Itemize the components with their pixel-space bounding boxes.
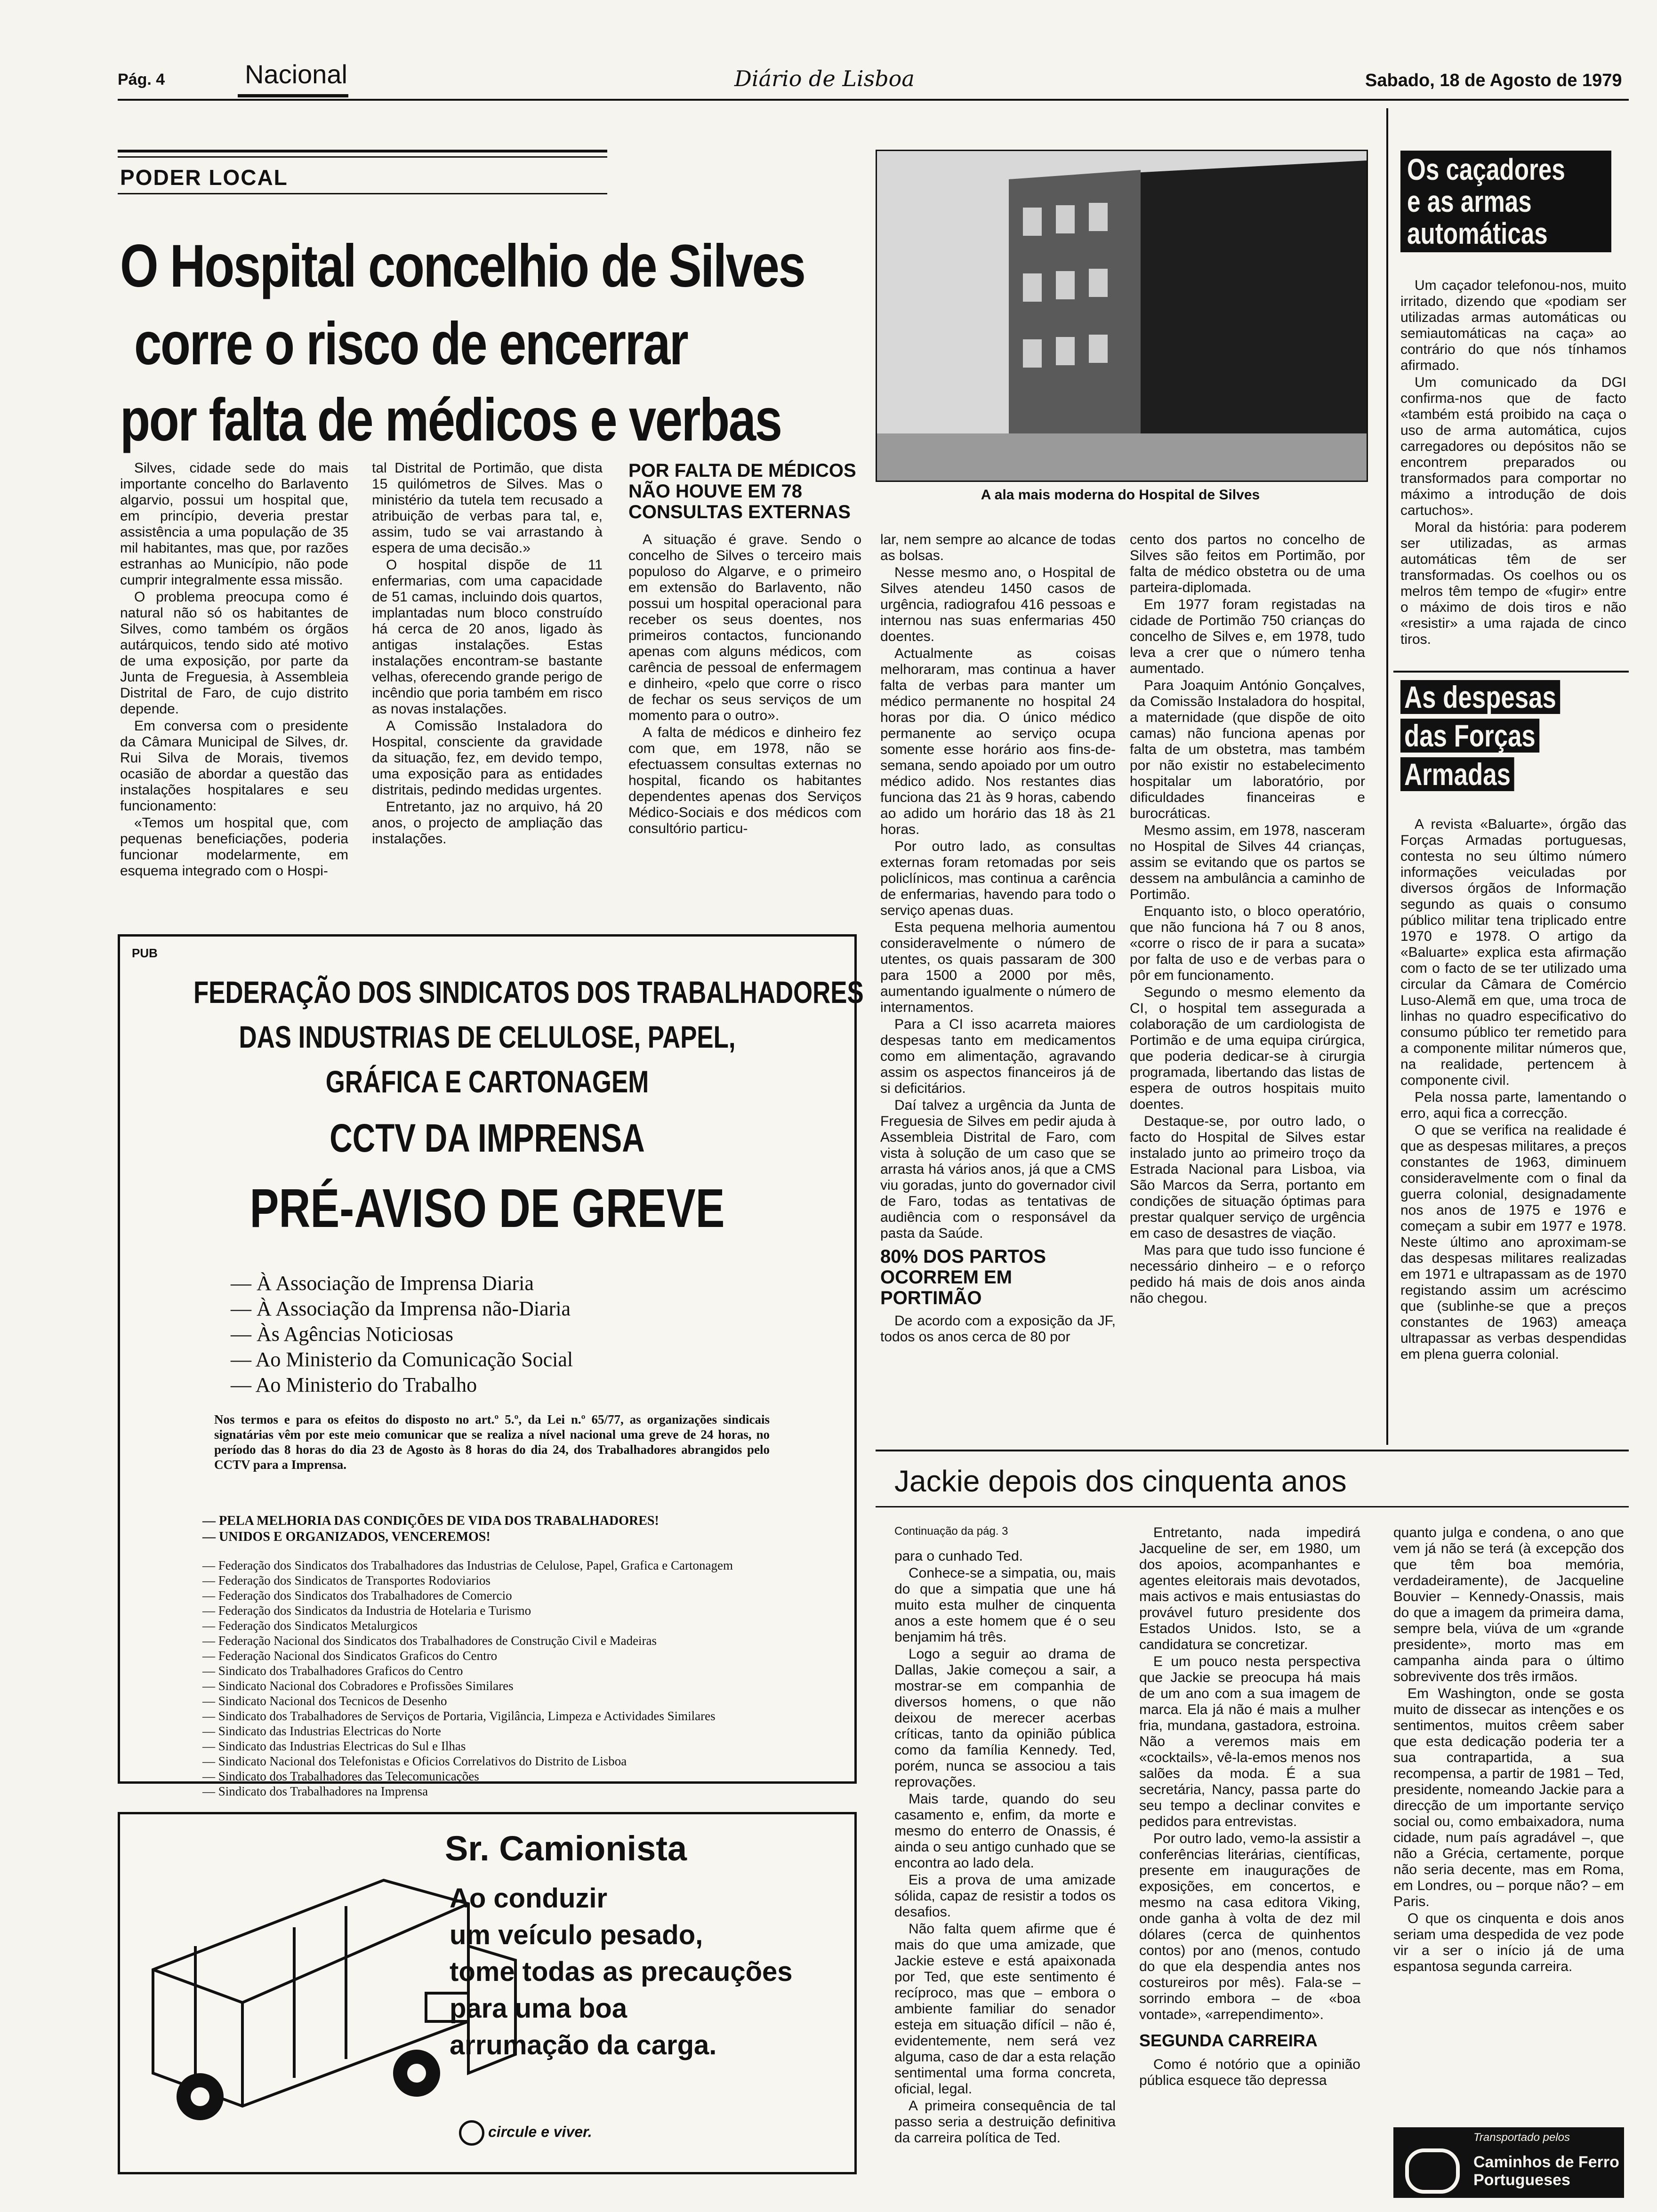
sidebar-title-military [1400,680,1600,791]
section-name: Nacional [245,59,347,89]
signatory: — Sindicato Nacional dos Telefonistas e Oficios Correlativos do Distrito de Lisboa [202,1754,627,1768]
sidebar-title-line: Armadas [1400,757,1514,791]
issue-date: Sabado, 18 de Agosto de 1979 [1365,71,1622,90]
recipient: — Ao Ministerio do Trabalho [231,1373,477,1396]
paragraph: Destaque-se, por outro lado, o facto do Hospital de Silves estar instalado junto ao primeiro troço da Estrada Nacional para Lisboa, via São Marcos da Serra, portanto em condições de situação óptimas para prestar qualquer serviço de urgência em caso de desastres de viação. [1130,1114,1365,1241]
strike-cctv: CCTV DA IMPRENSA [330,1116,645,1160]
paragraph: Por outro lado, vemo-la assistir a conferências literárias, científicas, presente em inaugurações de exposições, em concertos, e mesmo na casa editora Viking, onde ganha à volta de dez mil dólares (cerca de quinhentos contos) por ano (menos, contudo do que ela despendia antes nos costureiros por mês). Fala-se – sorrindo embora – de «boa vontade», «arrependimento». [1139,1831,1360,2022]
paragraph: A falta de médicos e dinheiro fez com que, em 1978, não se efectuassem consultas externas no hospital, ficando os habitantes dependentes apenas dos Serviços Médico-Sociais e dos médicos com consultório particu- [628,725,861,836]
truck-ad-line: um veículo pesado, [450,1920,703,1950]
signatory: — Sindicato Nacional dos Tecnicos de Desenho [202,1694,447,1708]
jackie-headline: Jackie depois dos cinquenta anos [894,1464,1347,1498]
paragraph: De acordo com a exposição da JF, todos os anos cerca de 80 por [880,1313,1116,1345]
signatory: — Federação Nacional dos Sindicatos Graficos do Centro [202,1649,498,1663]
paragraph: Por outro lado, as consultas externas foram retomadas por seis policlínicos, mas continua a carência de enfermarias, havendo para todo o serviço apenas duas. [880,839,1116,918]
paragraph: Não falta quem afirme que é mais do que uma amizade, que Jackie esteve e está apaixonada por Ted, que este sentimento é recíproco, mas que – embora o ambiente familiar do senador esteja em situação difícil – não é, evidentemente, nem será vez alguma, caso de dar a esta relação sentimental uma forma concreta, oficial, legal. [894,1921,1116,2097]
signatory: — Sindicato das Industrias Electricas do Sul e Ilhas [202,1739,466,1753]
truck-ad-logo-text: circule e viver. [488,2123,592,2140]
article-kicker: PODER LOCAL [120,165,288,190]
strike-title: PRÉ-AVISO DE GREVE [249,1178,725,1239]
paragraph: Entretanto, jaz no arquivo, há 20 anos, o projecto de ampliação das instalações. [372,799,603,847]
paragraph: tal Distrital de Portimão, que dista 15 quilómetros de Silves. Mas o ministério da tutela tem recusado a atribuição de verbas para tal, e, assim, tudo se vai arrastando à espera de uma decisão.» [372,460,603,556]
jackie-col-3 [1393,1525,1624,1976]
paragraph: Pela nossa parte, lamentando o erro, aqui fica a correcção. [1400,1090,1626,1121]
paragraph: quanto julga e condena, o ano que vem já não se terá (à excepção dos que têm boa memória, verdadeiramente), de Jacqueline Bouvier – Kennedy-Onassis, mais do que a imagem da primeira dama, sempre bela, viúva de um «grande presidente», morto mas em campanha ainda para o último sobrevivente dos três irmãos. [1393,1525,1624,1684]
jackie-rule-bottom [876,1506,1629,1507]
truck-ad-logo [459,2120,592,2146]
paragraph: Um comunicado da DGI confirma-nos que de facto «também está proibido na caça o uso de arma automática, cujos carregadores ou depósitos não se encontrem preparados ou transformados para comportar no máximo a introdução de dois cartuchos». [1400,375,1626,518]
paragraph: O que os cinquenta e dois anos seriam uma despedida de vez pode vir a ser o início já de uma espantosa segunda carreira. [1393,1911,1624,1974]
sidebar-divider [1386,108,1388,1445]
truck-ad-line: Ao conduzir [450,1883,608,1914]
truck-ad-title: Sr. Camionista [445,1829,687,1868]
paragraph: A Comissão Instaladora do Hospital, consciente da gravidade da situação, fez, em devido tempo, uma exposição para as entidades distritais, pedindo medidas urgentes. [372,718,603,798]
paragraph: Actualmente as coisas melhoraram, mas continua a haver falta de verbas para manter um médico permanente no hospital 24 horas por dia. O único médico permanente ao serviço ocupa somente esse horário aos fins-de-semana, sendo apoiado por um outro médico adido. Nos restantes dias funciona das 21 às 9 horas, cabendo ao adido um horário das 18 às 21 horas. [880,646,1116,837]
paragraph: A situação é grave. Sendo o concelho de Silves o terceiro mais populoso do Algarve, e o primeiro em extensão do Barlavento, não possui um hospital operacional para receber os seus doentes, nos primeiros contactos, funcionando apenas com alguns médicos, com carência de pessoal de enfermagem e dinheiro, «pelo que corre o risco de fechar os seus serviços de um momento para o outro». [628,532,861,723]
paragraph: O hospital dispõe de 11 enfermarias, com uma capacidade de 51 camas, incluindo dois quartos, implantadas num bloco construído há cerca de 20 anos, ligado às antigas instalações. Estas instalações encontram-se bastante velhas, oferecendo grande perigo de incêndio que poria também em risco as novas instalações. [372,557,603,717]
strike-org-line-2: DAS INDUSTRIAS DE CELULOSE, PAPEL, [239,1019,736,1054]
paragraph: E um pouco nesta perspectiva que Jackie se preocupa há mais de um ano com a sua imagem de marca. Ela já não é mais a mulher fria, mundana, gastadora, estroina. Não a veremos mais em «cocktails», vê-la-emos menos nos salões da moda. É a sua secretária, Nancy, passa parte do seu tempo a declinar convites e pedidos para entrevistas. [1139,1654,1360,1829]
cp-ad-line: Caminhos de Ferro [1473,2153,1619,2171]
paragraph: «Temos um hospital que, com pequenas beneficiações, poderia funcionar modelarmente, em esquema integrado com o Hospi- [120,815,348,879]
paragraph: Para Joaquim António Gonçalves, da Comissão Instaladora do hospital, a maternidade (que dispõe de oito camas) não funciona apenas por falta de um obstetra, mas também por não existir no estabelecimento hospitalar um laboratório, por dificuldades financeiras e burocráticas. [1130,678,1365,821]
paragraph: Conhece-se a simpatia, ou, mais do que a simpatia que une há muito esta mulher de cinquenta anos a este homem que é o seu benjamim há três. [894,1565,1116,1645]
truck-ad-line: tome todas as precauções [450,1956,793,1987]
signatory: — Sindicato Nacional dos Cobradores e Profissões Similares [202,1679,514,1693]
paragraph: Mais tarde, quando do seu casamento e, enfim, da morte e mesmo do enterro de Onassis, é ainda o seu antigo cunhado que se encontra ao lado dela. [894,1791,1116,1871]
article-col-4 [880,532,1116,1346]
paragraph: Em Washington, onde se gosta muito de dissecar as intenções e os sentimentos, muitos crêem saber que esta dedicação poderia ter a sua contrapartida, a sua recompensa, a partir de 1981 – Ted, presidente, nomeando Jackie para a direcção de um importante serviço social ou, como embaixadora, numa cidade, num país agradável –, que não a Grécia, certamente, porque não seria decente, mas em Roma, em Londres, ou – porque não? – em Paris. [1393,1686,1624,1909]
paragraph: A primeira consequência de tal passo seria a destruição definitiva da carreira política de Ted. [894,2098,1116,2146]
paragraph: Daí talvez a urgência da Junta de Freguesia de Silves em pedir ajuda à Assembleia Distrital de Faro, com vista à solução de um caso que se arrasta há vários anos, já que a CMS viu goradas, junto do governador civil de Faro, todas as tentativas de audiência com o responsável da pasta da Saúde. [880,1098,1116,1241]
sidebar-title-line: As despesas [1400,680,1560,714]
header-rule [118,99,1629,101]
headline-line-2: corre o risco de encerrar [134,310,688,377]
recipient: — À Associação de Imprensa Diaria [231,1272,534,1295]
paragraph: cento dos partos no concelho de Silves são feitos em Portimão, por falta de médico obstetra ou de uma parteira-diplomada. [1130,532,1365,595]
paragraph: Nesse mesmo ano, o Hospital de Silves atendeu 1450 casos de urgência, radiografou 416 pessoas e internou nas suas enfermarias 450 doentes. [880,565,1116,644]
sidebar-title-line: automáticas [1407,216,1548,250]
recipient: — Às Agências Noticiosas [231,1322,453,1346]
sidebar-hunters-text [1400,278,1626,649]
signatory: — Federação Nacional dos Sindicatos dos Trabalhadores de Construção Civil e Madeiras [202,1634,657,1648]
paragraph: Silves, cidade sede do mais importante concelho do Barlavento algarvio, possui um hospital que, em princípio, deveria prestar assistência a uma população de 35 mil habitantes, mas que, por razões estranhas ao Município, não pode cumprir integralmente essa missão. [120,460,348,588]
subhead-partos: 80% DOS PARTOS OCORREM EM PORTIMÃO [880,1246,1046,1308]
paragraph: Como é notório que a opinião pública esquece tão depressa [1139,2057,1360,2088]
strike-recipients [231,1271,748,1398]
paragraph: A revista «Baluarte», órgão das Forças Armadas portuguesas, contesta no seu último número informações veiculadas por diversos órgãos de Informação segundo as quais o consumo público militar tena triplicado entre 1970 e 1978. O artigo da «Baluarte» explica esta afirmação com o facto de se ter utilizado uma circular da Câmara de Comércio Luso-Alemã em que, uma troca de linhas no quadro especificativo do consumo público ter remetido para a componente militar números que, na realidade, pertencem à componente civil. [1400,817,1626,1088]
signatory: — Federação dos Sindicatos Metalurgicos [202,1619,418,1633]
paragraph: O que se verifica na realidade é que as despesas militares, a preços constantes de 1963, diminuem consideravelmente com o final da guerra colonial, designadamente nos anos de 1975 e 1976 e começam a subir em 1977 e 1978. Neste último ano aproximam-se das despesas militares realizadas em 1971 e ultrapassam as de 1970 registando assim um acréscimo que (sublinhe-se que a preços constantes de 1963) ameaça ultrapassar as verbas despendidas em plena guerra colonial. [1400,1122,1626,1362]
paragraph: Entretanto, nada impedirá Jacqueline de ser, em 1980, um dos apoios, acompanhantes e agentes eleitorais mais devotados, mais activos e mais entusiastas do provável futuro presidente dos Estados Unidos. Isto, se a candidatura se concretizar. [1139,1525,1360,1652]
photo-caption: A ala mais moderna do Hospital de Silves [981,487,1260,503]
signatory: — Sindicato dos Trabalhadores das Telecomunicações [202,1769,479,1783]
signatory: — Federação dos Sindicatos da Industria de Hotelaria e Turismo [202,1603,531,1618]
masthead: Diário de Lisboa [734,66,915,91]
truck-ad-line: arrumação da carga. [450,2030,717,2060]
article-col-2 [372,460,603,848]
slogan: — PELA MELHORIA DAS CONDIÇÕES DE VIDA DOS TRABALHADORES! [202,1514,659,1528]
kicker-rule-top [118,150,607,152]
article-col-5 [1130,532,1365,1307]
signatory: — Sindicato dos Trabalhadores na Imprensa [202,1784,428,1798]
sidebar-title-line: das Forças [1400,719,1539,753]
sidebar-title-hunters [1400,151,1611,252]
cp-ad-name [1473,2153,1619,2189]
recipient: — Ao Ministerio da Comunicação Social [231,1348,573,1371]
paragraph: para o cunhado Ted. [894,1548,1023,1564]
paragraph: Em conversa com o presidente da Câmara Municipal de Silves, dr. Rui Silva de Morais, tivemos ocasião de abordar a questão das instalações hospitalares e seu funcionamento: [120,718,348,814]
hospital-photo [876,150,1368,482]
paragraph: Mas para que tudo isso funcione é necessário dinheiro – e o reforço pedido há mais de dois anos ainda não chegou. [1130,1242,1365,1306]
paragraph: Segundo o mesmo elemento da CI, o hospital tem assegurada a colaboração de um cardiologista de Portimão e de uma equipa cirúrgica, que poderia dedicar-se à cirurgia programada, libertando das listas de espera de outros hospitais muito doentes. [1130,985,1365,1112]
cp-railways-ad [1393,2127,1624,2198]
paragraph: O problema preocupa como é natural não só os habitantes de Silves, como também os órgãos autárquicos, tendo sido até motivo de uma exposição, por parte da Junta de Freguesia, à Assembleia Distrital de Faro, de cujo distrito depende. [120,589,348,717]
subhead-consultas: POR FALTA DE MÉDICOS NÃO HOUVE EM 78 CONSULTAS EXTERNAS [628,460,856,522]
strike-notice-text: Nos termos e para os efeitos do disposto no art.º 5.º, da Lei n.º 65/77, as organizações sindicais signatárias vêm por este meio comunicar que se realiza a nível nacional uma greve de 24 horas, no período das 8 horas do dia 23 de Agosto às 8 horas do dia 24, dos Trabalhadores abrangidos pelo CCTV para a Imprensa. [214,1412,770,1472]
continuation-note: Continuação da pág. 3 [894,1525,1008,1538]
truck-ad-line: para uma boa [450,1993,627,2024]
signatory: — Sindicato dos Trabalhadores Graficos do Centro [202,1664,463,1678]
paragraph: Em 1977 foram registadas na cidade de Portimão 750 crianças do concelho de Silves e, em 1978, tudo leva a crer que o número tenha aumentado. [1130,597,1365,676]
paragraph: Logo a seguir ao drama de Dallas, Jakie começou a sair, a mostrar-se em companhia de diversos homens, o que não deixou de merecer acerbas críticas, tanto da opinião pública como da família Kennedy. Ted, porém, nunca se associou a tais reprovações. [894,1646,1116,1790]
paragraph: Eis a prova de uma amizade sólida, capaz de resistir a todos os desafios. [894,1872,1116,1920]
headline-line-1: O Hospital concelhio de Silves [120,232,805,300]
pub-label: PUB [132,946,158,960]
cp-logo-icon [1405,2148,1460,2194]
cp-ad-line: Portugueses [1473,2171,1570,2189]
article-col-1 [120,460,348,880]
paragraph: lar, nem sempre ao alcance de todas as bolsas. [880,532,1116,563]
signatory: — Federação dos Sindicatos de Transportes Rodoviarios [202,1573,491,1587]
hospital-building-icon [877,151,1367,481]
cp-ad-top: Transportado pelos [1473,2131,1570,2144]
signatory: — Federação dos Sindicatos dos Trabalhadores das Industrias de Celulose, Papel, Grafica e Cartonagem [202,1558,733,1572]
truck-safety-ad [118,1812,857,2174]
jackie-rule-top [876,1450,1629,1451]
paragraph: Um caçador telefonou-nos, muito irritado, dizendo que «podiam ser utilizadas armas automáticas ou semiautomáticas na caça» ao contrário do que nós tínhamos afirmado. [1400,278,1626,373]
strike-org-line-3: GRÁFICA E CARTONAGEM [325,1064,649,1099]
strike-slogans [202,1513,767,1545]
sidebar-title-line: e as armas [1407,184,1532,218]
strike-org-line-1: FEDERAÇÃO DOS SINDICATOS DOS TRABALHADORES [193,975,864,1010]
strike-signatories [202,1558,786,1799]
sidebar-separator [1393,671,1629,673]
sidebar-military-text [1400,817,1626,1363]
subhead-segunda-carreira: SEGUNDA CARREIRA [1139,2031,1318,2050]
slogan: — UNIDOS E ORGANIZADOS, VENCEREMOS! [202,1530,491,1544]
signatory: — Federação dos Sindicatos dos Trabalhadores de Comercio [202,1588,512,1603]
strike-notice-ad [118,934,864,1798]
kicker-rule-bottom [118,193,607,194]
paragraph: Mesmo assim, em 1978, nasceram no Hospital de Silves 44 crianças, assim se evitando que os partos se dessem na ambulância a caminho de Portimão. [1130,823,1365,902]
truck-ad-message [450,1880,793,2064]
sidebar-title-line: Os caçadores [1407,152,1565,186]
jackie-col-1 [894,1548,1116,2147]
section-underline [238,94,348,97]
article-col-3 [628,460,861,838]
paragraph: Para a CI isso acarreta maiores despesas tanto em medicamentos como em alimentação, agravando assim os aspectos financeiros já de si deficitários. [880,1017,1116,1096]
road-safety-icon [459,2120,484,2146]
page-number: Pág. 4 [118,71,165,88]
kicker-rule-top2 [118,156,607,158]
paragraph: Esta pequena melhoria aumentou consideravelmente o número de utentes, os quais passaram de 300 para 1500 a 2000 por mês, aumentando igualmente o número de internamentos. [880,920,1116,1015]
signatory: — Sindicato dos Trabalhadores de Serviços de Portaria, Vigilância, Limpeza e Actividades Similares [202,1709,716,1723]
headline-line-3: por falta de médicos e verbas [120,386,781,454]
paragraph: Enquanto isto, o bloco operatório, que não funciona há 7 ou 8 anos, «corre o risco de ir para a sucata» por falta de uso e de verbas para o pôr em funcionamento. [1130,904,1365,983]
paragraph: Moral da história: para poderem ser utilizadas, as armas automáticas têm de ser transformadas. Os coelhos ou os melros têm tempo de «fugir» entre o máximo de dois tiros e não «resistir» a uma rajada de cinco tiros. [1400,520,1626,647]
recipient: — À Associação da Imprensa não-Diaria [231,1297,571,1320]
jackie-col-2 [1139,1525,1360,2090]
signatory: — Sindicato das Industrias Electricas do Norte [202,1724,441,1738]
